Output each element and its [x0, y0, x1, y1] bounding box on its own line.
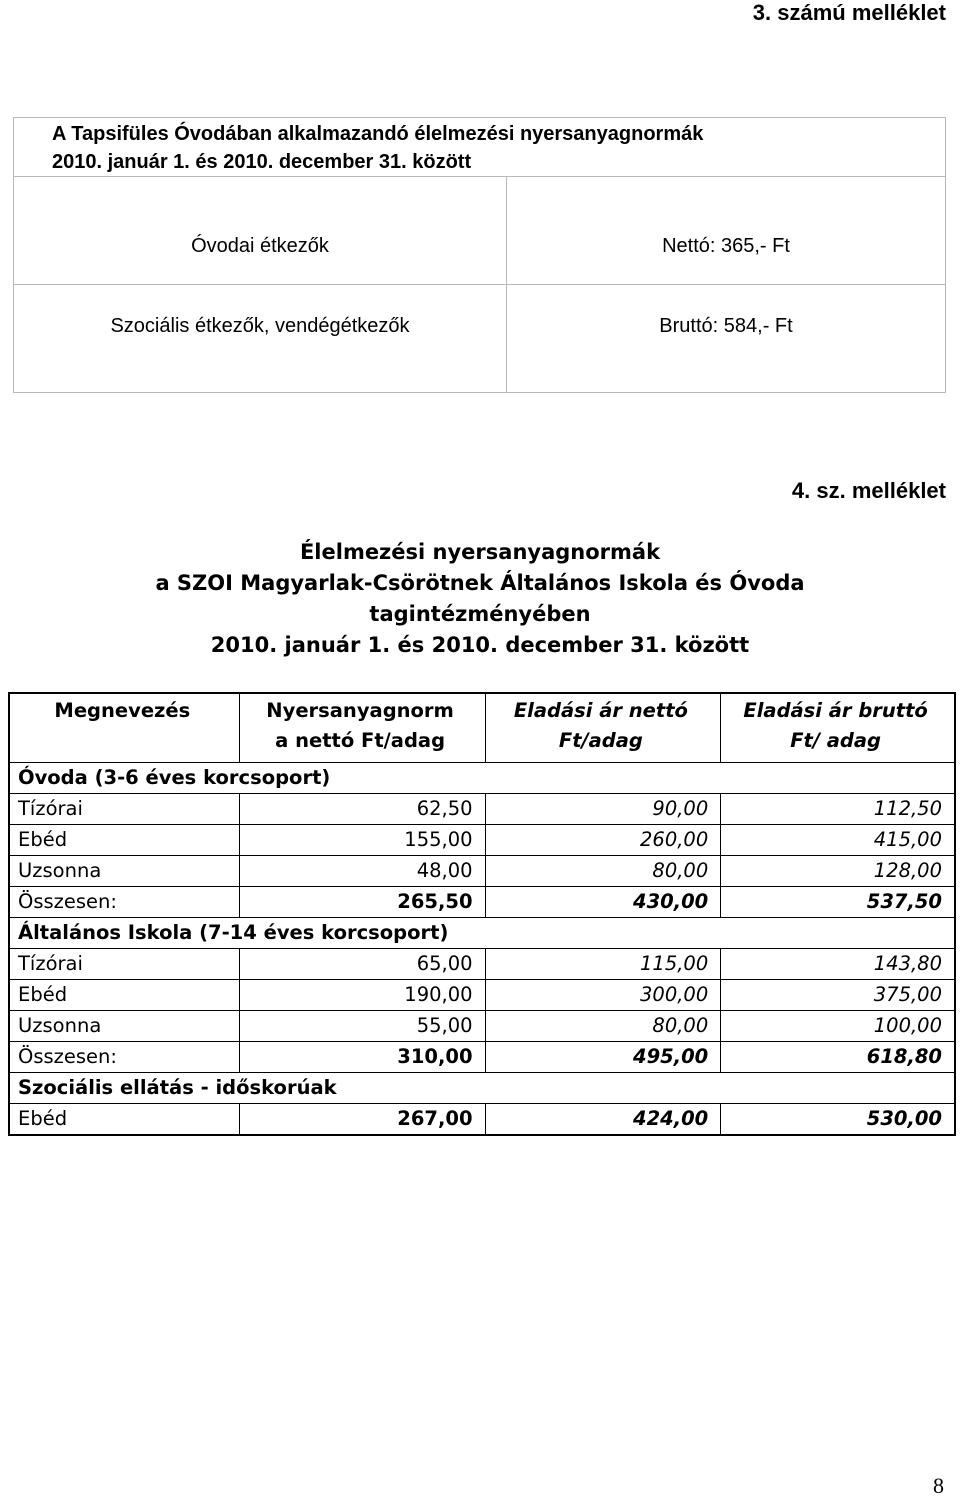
row-label: Uzsonna	[9, 856, 239, 887]
table-row	[9, 1104, 955, 1136]
title-line-1: Élelmezési nyersanyagnormák	[299, 540, 661, 564]
row-label: Ebéd	[9, 825, 239, 856]
row-norm: 62,50	[239, 794, 485, 825]
row-gross-price: 375,00	[721, 980, 955, 1011]
row-net-price: 424,00	[485, 1104, 721, 1136]
table-row	[9, 825, 955, 856]
table1-heading-line1: A Tapsifüles Óvodában alkalmazandó élelmezési nyersanyagnormák	[52, 123, 704, 145]
row-net-price: 115,00	[485, 949, 721, 980]
row-net-price: 300,00	[485, 980, 721, 1011]
page-number: 8	[933, 1473, 944, 1498]
table1-right-cell-2: Bruttó: 584,- Ft	[507, 285, 946, 393]
row-norm: 310,00	[239, 1042, 485, 1073]
title-line-2: a SZOI Magyarlak-Csörötnek Általános Iskola és Óvoda	[155, 571, 805, 595]
table-row	[9, 949, 955, 980]
section-row-szocialis	[9, 1073, 955, 1104]
header-eladasi-ar-netto: Eladási ár nettó Ft/adag	[485, 693, 721, 763]
row-label: Összesen:	[9, 887, 239, 918]
header-nyersanyagnorma: Nyersanyagnorm a nettó Ft/adag	[239, 693, 485, 763]
row-norm: 155,00	[239, 825, 485, 856]
section-row-ovoda	[9, 763, 955, 794]
row-gross-price: 618,80	[721, 1042, 955, 1073]
header-eladasi-ar-brutto: Eladási ár bruttó Ft/ adag	[721, 693, 955, 763]
row-label: Uzsonna	[9, 1011, 239, 1042]
section-title: Óvoda (3-6 éves korcsoport)	[9, 763, 955, 794]
row-gross-price: 143,80	[721, 949, 955, 980]
annex-4-label: 4. sz. melléklet	[791, 478, 946, 503]
row-gross-price: 100,00	[721, 1011, 955, 1042]
section-row-iskola	[9, 918, 955, 949]
row-net-price: 495,00	[485, 1042, 721, 1073]
table1-left-cell-2: Szociális étkezők, vendégétkezők	[14, 285, 507, 393]
row-norm: 267,00	[239, 1104, 485, 1136]
row-label: Összesen:	[9, 1042, 239, 1073]
table-row	[9, 856, 955, 887]
row-norm: 55,00	[239, 1011, 485, 1042]
row-gross-price: 112,50	[721, 794, 955, 825]
title-line-3: tagintézményében	[369, 602, 591, 626]
row-label: Ebéd	[9, 1104, 239, 1136]
row-label: Tízórai	[9, 794, 239, 825]
table-row-total	[9, 1042, 955, 1073]
row-gross-price: 530,00	[721, 1104, 955, 1136]
section-title: Szociális ellátás - időskorúak	[9, 1073, 955, 1104]
row-gross-price: 128,00	[721, 856, 955, 887]
row-label: Ebéd	[9, 980, 239, 1011]
table-row	[9, 1011, 955, 1042]
row-gross-price: 537,50	[721, 887, 955, 918]
table1-right-cell-1: Nettó: 365,- Ft	[507, 177, 946, 285]
section-title: Általános Iskola (7-14 éves korcsoport)	[9, 918, 955, 949]
annex-3-label: 3. számú melléklet	[752, 0, 946, 25]
table1-heading	[14, 118, 946, 177]
row-net-price: 260,00	[485, 825, 721, 856]
row-norm: 190,00	[239, 980, 485, 1011]
norms-price-table	[8, 692, 956, 1136]
table-row	[9, 980, 955, 1011]
table1-left-cell-1: Óvodai étkezők	[14, 177, 507, 285]
table-row-total	[9, 887, 955, 918]
row-net-price: 430,00	[485, 887, 721, 918]
table1-heading-line2: 2010. január 1. és 2010. december 31. között	[52, 151, 472, 173]
row-net-price: 90,00	[485, 794, 721, 825]
table-row	[9, 794, 955, 825]
title-line-4: 2010. január 1. és 2010. december 31. között	[210, 633, 750, 657]
header-megnevezes: Megnevezés	[9, 693, 239, 763]
table-header-row	[9, 693, 955, 763]
row-net-price: 80,00	[485, 856, 721, 887]
row-label: Tízórai	[9, 949, 239, 980]
row-norm: 48,00	[239, 856, 485, 887]
row-norm: 65,00	[239, 949, 485, 980]
row-net-price: 80,00	[485, 1011, 721, 1042]
row-norm: 265,50	[239, 887, 485, 918]
document-title	[0, 537, 960, 661]
norms-summary-table	[13, 117, 946, 393]
row-gross-price: 415,00	[721, 825, 955, 856]
